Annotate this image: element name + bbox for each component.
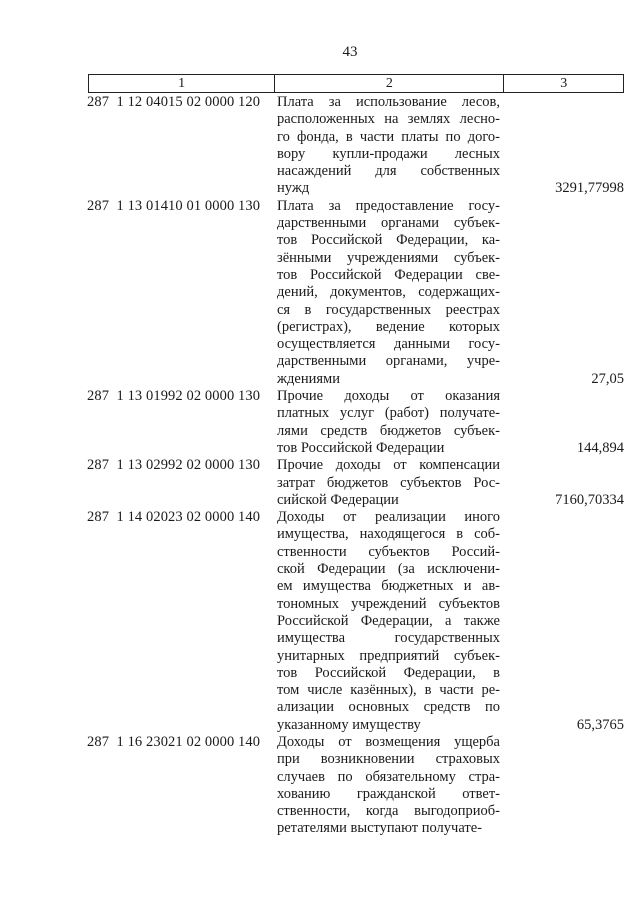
description-line: сийской Федерации (277, 491, 399, 508)
income-description (277, 457, 500, 509)
table-header-row (88, 74, 624, 93)
table-row (0, 734, 640, 838)
description-line: имущества, находящегося в соб- (277, 526, 500, 543)
column-header-2: 2 (275, 75, 504, 92)
description-line: тов Российской Федерации све- (277, 266, 500, 283)
budget-code: 287 1 16 23021 02 0000 140 (87, 733, 261, 750)
table-row (0, 388, 640, 457)
description-line: тов Российской Федерации, в (277, 664, 500, 681)
amount-value: 27,05 (591, 370, 624, 387)
column-header-1: 1 (89, 75, 275, 92)
description-line: имущества государственных (277, 630, 500, 647)
income-description (277, 388, 500, 457)
income-description (277, 94, 500, 198)
budget-code: 287 1 13 01410 01 0000 130 (87, 197, 261, 214)
description-line: ем имущества бюджетных и ав- (277, 578, 500, 595)
budget-code: 287 1 13 01992 02 0000 130 (87, 388, 261, 405)
description-line: ретателями выступают получате- (277, 820, 482, 837)
description-line: при возникновении страховых (277, 751, 500, 768)
description-line: случаев по обязательному стра- (277, 768, 500, 785)
description-line: затрат бюджетов субъектов Рос- (277, 474, 500, 491)
table-body (0, 94, 640, 838)
description-line: осуществляется данными госу- (277, 336, 500, 353)
description-line: том числе казённых), в части ре- (277, 682, 500, 699)
budget-code: 287 1 12 04015 02 0000 120 (87, 94, 261, 110)
page-number: 43 (342, 44, 358, 60)
description-line: (регистрах), ведение которых (277, 318, 500, 335)
budget-code: 287 1 14 02023 02 0000 140 (87, 509, 261, 526)
description-line: дений, документов, содержащих- (277, 284, 500, 301)
budget-code: 287 1 13 02992 02 0000 130 (87, 457, 261, 474)
description-line: Плата за предоставление госу- (277, 197, 500, 214)
description-line: Доходы от возмещения ущерба (277, 733, 500, 750)
description-line: дарственными органами субъек- (277, 215, 500, 232)
income-description (277, 198, 500, 388)
income-description (277, 509, 500, 734)
description-line: ждениями (277, 370, 340, 387)
description-line: указанному имуществу (277, 716, 421, 733)
description-line: ся в государственных реестрах (277, 301, 500, 318)
description-line: Плата за использование лесов, (277, 94, 500, 110)
description-line: тов Российской Федерации, ка- (277, 232, 500, 249)
description-line: хованию гражданской ответ- (277, 785, 500, 802)
description-line: вору купли-продажи лесных (277, 145, 500, 162)
description-line: ственности, когда выгодоприоб- (277, 803, 500, 820)
description-line: ской Федерации (за исключени- (277, 561, 500, 578)
description-line: нужд (277, 180, 310, 197)
table-row (0, 457, 640, 509)
description-line: насаждений для собственных (277, 163, 500, 180)
column-header-3: 3 (560, 76, 568, 91)
description-line: платных услуг (работ) получате- (277, 405, 500, 422)
amount-value: 3291,77998 (555, 180, 624, 197)
description-line: дарственными органами, учре- (277, 353, 500, 370)
table-row (0, 509, 640, 734)
description-line: зёнными учреждениями субъек- (277, 249, 500, 266)
description-line: тов Российской Федерации (277, 439, 445, 456)
description-line: унитарных предприятий субъек- (277, 647, 500, 664)
description-line: ализации основных средств по (277, 699, 500, 716)
amount-value: 7160,70334 (555, 491, 624, 508)
description-line: го фонда, в части платы по дого- (277, 128, 500, 145)
table-row (0, 198, 640, 388)
description-line: лями средств бюджетов субъек- (277, 422, 500, 439)
description-line: Прочие доходы от оказания (277, 388, 500, 405)
income-description (277, 734, 500, 838)
description-line: Российской Федерации, а также (277, 612, 500, 629)
amount-value: 144,894 (576, 439, 624, 456)
description-line: расположенных на землях лесно- (277, 111, 500, 128)
description-line: Доходы от реализации иного (277, 509, 500, 526)
description-line: ственности субъектов Россий- (277, 543, 500, 560)
table-row (0, 94, 640, 198)
amount-value: 65,3765 (576, 716, 624, 733)
description-line: тономных учреждений субъектов (277, 595, 500, 612)
description-line: Прочие доходы от компенсации (277, 457, 500, 474)
